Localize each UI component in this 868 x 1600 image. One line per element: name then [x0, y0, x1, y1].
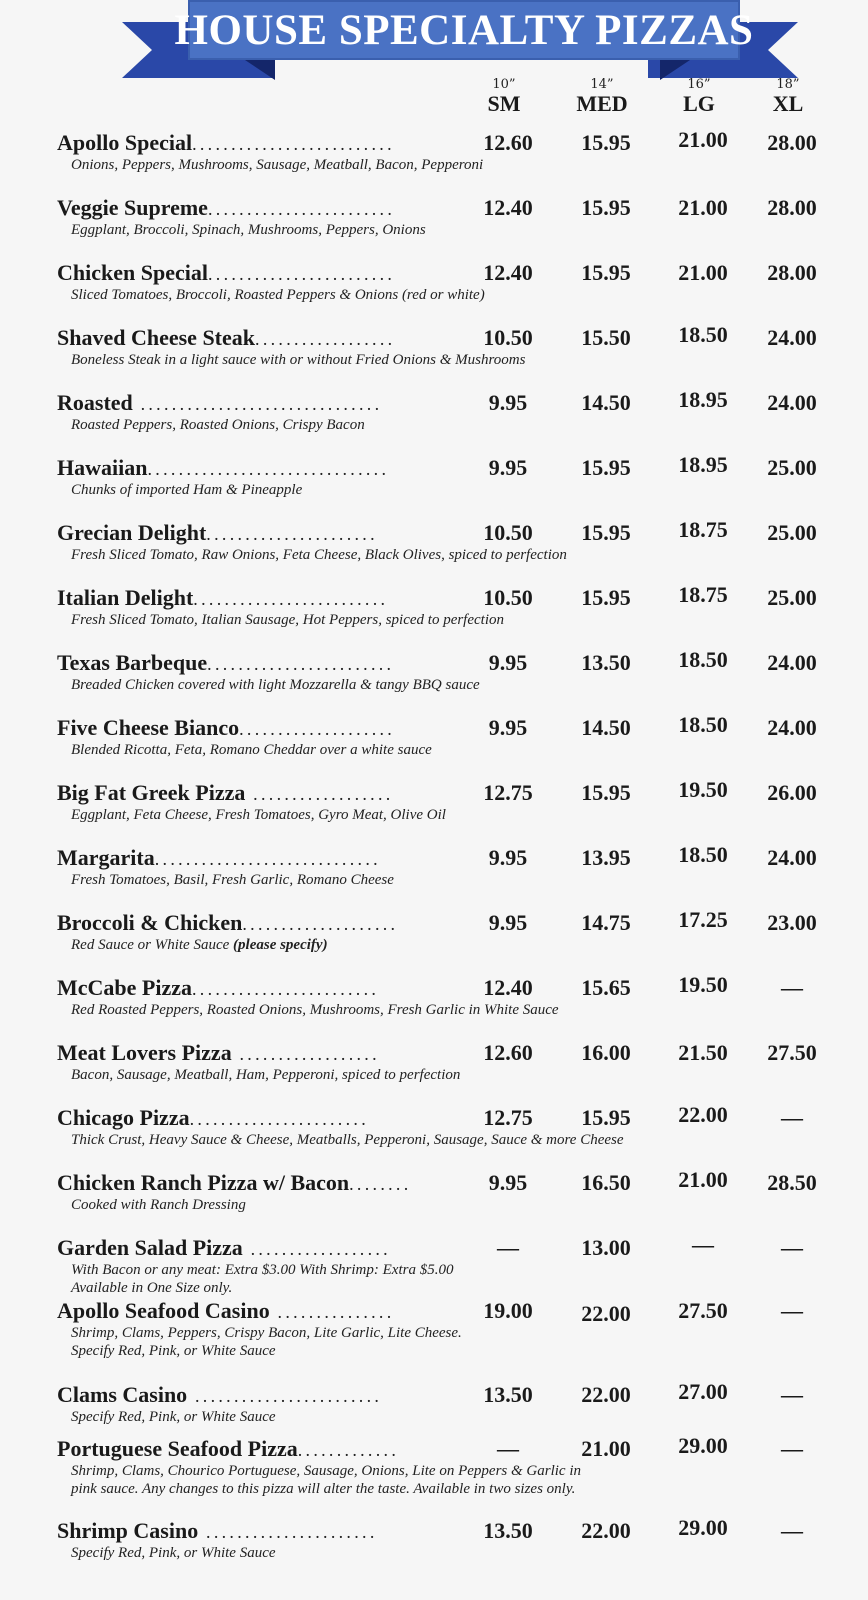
- description-text: Shrimp, Clams, Peppers, Crispy Bacon, Lite Garlic, Lite Cheese.: [71, 1325, 462, 1341]
- leader-dots: ..................: [255, 329, 396, 349]
- description-text: Fresh Sliced Tomato, Raw Onions, Feta Cheese, Black Olives, spiced to perfection: [71, 547, 567, 563]
- price-lg: 27.00: [678, 1379, 728, 1404]
- price-med: 16.00: [581, 1040, 631, 1065]
- size-label: MED: [576, 91, 628, 116]
- leader-dots: .............: [297, 1440, 400, 1460]
- menu-item-description: [71, 1462, 581, 1480]
- menu-item-name-line: [57, 1298, 480, 1325]
- menu-item-description: [71, 676, 480, 694]
- description-text: Cooked with Ranch Dressing: [71, 1197, 246, 1213]
- price-sm: 12.75: [483, 780, 533, 805]
- leader-dots: ...............: [269, 1302, 395, 1322]
- size-label: XL: [772, 91, 804, 116]
- menu-item-name-line: [57, 1382, 480, 1409]
- leader-dots: ........................: [207, 654, 395, 674]
- menu-item-description: [71, 871, 394, 889]
- description-text: Onions, Peppers, Mushrooms, Sausage, Meatball, Bacon, Pepperoni: [71, 157, 484, 173]
- description-text: Specify Red, Pink, or White Sauce: [71, 1409, 276, 1425]
- price-lg: 29.00: [678, 1433, 728, 1458]
- leader-dots: .......................: [189, 1109, 369, 1129]
- description-text: Red Roasted Peppers, Roasted Onions, Mushrooms, Fresh Garlic in White Sauce: [71, 1002, 559, 1018]
- size-header-sm: [464, 78, 544, 116]
- menu-item-name-line: [57, 1436, 480, 1463]
- price-xl: 24.00: [767, 715, 817, 740]
- menu-item-name-line: [57, 845, 480, 872]
- menu-item-description: [71, 1324, 462, 1342]
- price-med: 22.00: [581, 1301, 631, 1326]
- menu-item-description: [71, 481, 302, 499]
- size-inches: 10”: [492, 77, 516, 92]
- menu-item-name: Five Cheese Bianco: [57, 715, 240, 740]
- menu-item-name: Apollo Special: [57, 130, 193, 155]
- menu-item-description: [71, 806, 446, 824]
- menu-item-name-line: [57, 195, 480, 222]
- page-title: HOUSE SPECIALTY PIZZAS: [188, 0, 740, 60]
- price-lg: 18.75: [678, 582, 728, 607]
- description-text: Bacon, Sausage, Meatball, Ham, Pepperoni, spiced to perfection: [71, 1067, 461, 1083]
- description-text: pink sauce. Any changes to this pizza will alter the taste. Available in two sizes only.: [71, 1481, 576, 1497]
- price-xl: —: [781, 1298, 803, 1323]
- price-xl: 24.00: [767, 390, 817, 415]
- price-sm: 9.95: [488, 1170, 528, 1195]
- menu-item-description: [71, 1131, 624, 1149]
- leader-dots: ....................: [242, 914, 399, 934]
- size-inches: 14”: [590, 77, 614, 92]
- menu-item-name-line: [57, 1518, 480, 1545]
- price-sm: 12.40: [483, 975, 533, 1000]
- leader-dots: .............................: [154, 849, 381, 869]
- menu-item-description: [71, 1196, 246, 1214]
- menu-item-description: [71, 416, 365, 434]
- description-text: Specify Red, Pink, or White Sauce: [71, 1343, 276, 1359]
- price-lg: 18.50: [678, 647, 728, 672]
- leader-dots: .........................: [193, 589, 389, 609]
- menu-item-description: [71, 156, 483, 174]
- price-sm: 9.95: [488, 845, 528, 870]
- price-sm: 12.60: [483, 1040, 533, 1065]
- price-med: 15.95: [581, 1105, 631, 1130]
- price-sm: 13.50: [483, 1518, 533, 1543]
- size-label: LG: [683, 91, 715, 116]
- price-lg: 19.50: [678, 777, 728, 802]
- menu-item-name: Portuguese Seafood Pizza: [57, 1436, 298, 1461]
- price-sm: —: [497, 1235, 519, 1260]
- description-text: Sliced Tomatoes, Broccoli, Roasted Peppers & Onions (red or white): [71, 287, 485, 303]
- price-lg: 17.25: [678, 907, 728, 932]
- menu-item-name: Broccoli & Chicken: [57, 910, 243, 935]
- menu-item-name-line: [57, 260, 480, 287]
- menu-item-name-line: [57, 715, 480, 742]
- price-med: 14.50: [581, 715, 631, 740]
- menu-item-description: [71, 1261, 453, 1279]
- description-text: Breaded Chicken covered with light Mozzarella & tangy BBQ sauce: [71, 677, 480, 693]
- size-inches: 18”: [776, 77, 800, 92]
- menu-item-name-line: [57, 910, 480, 937]
- price-lg: 18.95: [678, 387, 728, 412]
- price-lg: 29.00: [678, 1515, 728, 1540]
- menu-item-name: McCabe Pizza: [57, 975, 192, 1000]
- menu-item-name-line: [57, 1105, 480, 1132]
- leader-dots: ...............................: [147, 459, 390, 479]
- leader-dots: ........................: [187, 1386, 383, 1406]
- menu-item-name-line: [57, 1040, 480, 1067]
- price-lg: 19.50: [678, 972, 728, 997]
- price-xl: 28.00: [767, 130, 817, 155]
- price-xl: 25.00: [767, 520, 817, 545]
- menu-item-description: [71, 1066, 460, 1084]
- price-sm: 12.40: [483, 195, 533, 220]
- price-xl: 27.50: [767, 1040, 817, 1065]
- price-xl: 25.00: [767, 585, 817, 610]
- menu-item-name: Big Fat Greek Pizza: [57, 780, 246, 805]
- description-text: Thick Crust, Heavy Sauce & Cheese, Meatballs, Pepperoni, Sausage, Sauce & more Cheese: [71, 1132, 624, 1148]
- price-sm: 10.50: [483, 520, 533, 545]
- price-med: 15.95: [581, 780, 631, 805]
- price-xl: —: [781, 1382, 803, 1407]
- menu-item-name-line: [57, 130, 480, 157]
- description-text: Specify Red, Pink, or White Sauce: [71, 1545, 276, 1561]
- price-med: 13.00: [581, 1235, 631, 1260]
- menu-item-description: [71, 1001, 559, 1019]
- price-lg: 21.00: [678, 127, 728, 152]
- description-text: Available in One Size only.: [71, 1280, 233, 1296]
- menu-item-description: [71, 546, 567, 564]
- size-header-lg: [659, 78, 739, 116]
- menu-item-description: [71, 741, 432, 759]
- menu-item-name: Grecian Delight: [57, 520, 207, 545]
- price-med: 15.95: [581, 455, 631, 480]
- leader-dots: ..................: [231, 1044, 380, 1064]
- price-xl: 23.00: [767, 910, 817, 935]
- description-text: Boneless Steak in a light sauce with or without Fried Onions & Mushrooms: [71, 352, 526, 368]
- menu-item-name: Hawaiian: [57, 455, 148, 480]
- leader-dots: ..........................: [192, 134, 395, 154]
- price-lg: 21.00: [678, 195, 728, 220]
- leader-dots: ..................: [242, 1239, 391, 1259]
- price-lg: 18.75: [678, 517, 728, 542]
- leader-dots: ........................: [192, 979, 380, 999]
- price-lg: 18.50: [678, 842, 728, 867]
- description-text: Roasted Peppers, Roasted Onions, Crispy Bacon: [71, 417, 365, 433]
- price-sm: 10.50: [483, 585, 533, 610]
- price-sm: 9.95: [488, 390, 528, 415]
- price-xl: 28.00: [767, 195, 817, 220]
- description-text: Eggplant, Broccoli, Spinach, Mushrooms, Peppers, Onions: [71, 222, 426, 238]
- description-text: Blended Ricotta, Feta, Romano Cheddar over a white sauce: [71, 742, 432, 758]
- menu-item-name: Italian Delight: [57, 585, 194, 610]
- price-med: 15.65: [581, 975, 631, 1000]
- menu-item-name: Chicken Ranch Pizza w/ Bacon: [57, 1170, 350, 1195]
- menu-item-name-line: [57, 325, 480, 352]
- menu-item-name: Garden Salad Pizza: [57, 1235, 243, 1260]
- menu-item-description: [71, 1279, 232, 1297]
- price-xl: 24.00: [767, 845, 817, 870]
- price-med: 13.95: [581, 845, 631, 870]
- size-inches: 16”: [687, 77, 711, 92]
- menu-item-name: Margarita: [57, 845, 155, 870]
- menu-item-name: Veggie Supreme: [57, 195, 208, 220]
- size-header-xl: [748, 78, 828, 116]
- menu-item-name: Clams Casino: [57, 1382, 188, 1407]
- price-med: 15.95: [581, 195, 631, 220]
- leader-dots: ......................: [206, 524, 378, 544]
- description-text: Fresh Tomatoes, Basil, Fresh Garlic, Romano Cheese: [71, 872, 394, 888]
- menu-item-name-line: [57, 650, 480, 677]
- price-lg: 27.50: [678, 1298, 728, 1323]
- price-med: 15.50: [581, 325, 631, 350]
- menu-item-description: [71, 1480, 575, 1498]
- price-med: 15.95: [581, 585, 631, 610]
- leader-dots: ...............................: [132, 394, 383, 414]
- size-header-med: [562, 78, 642, 116]
- menu-item-name: Roasted: [57, 390, 133, 415]
- menu-item-name-line: [57, 1235, 480, 1262]
- size-label: SM: [487, 91, 521, 116]
- leader-dots: ..................: [245, 784, 394, 804]
- price-xl: 28.00: [767, 260, 817, 285]
- price-med: 14.75: [581, 910, 631, 935]
- menu-item-name: Shrimp Casino: [57, 1518, 199, 1543]
- price-med: 13.50: [581, 650, 631, 675]
- price-xl: 28.50: [767, 1170, 817, 1195]
- description-text: Fresh Sliced Tomato, Italian Sausage, Hot Peppers, spiced to perfection: [71, 612, 505, 628]
- menu-item-name: Chicago Pizza: [57, 1105, 190, 1130]
- description-emphasis: (please specify): [233, 937, 328, 953]
- price-lg: 18.95: [678, 452, 728, 477]
- price-sm: 13.50: [483, 1382, 533, 1407]
- leader-dots: ........................: [207, 199, 396, 219]
- description-text: Red Sauce or White Sauce: [71, 937, 234, 953]
- price-xl: —: [781, 975, 803, 1000]
- price-med: 14.50: [581, 390, 631, 415]
- menu-item-description: [71, 936, 328, 954]
- menu-item-name: Meat Lovers Pizza: [57, 1040, 232, 1065]
- price-sm: 9.95: [488, 650, 528, 675]
- price-xl: 24.00: [767, 325, 817, 350]
- price-med: 22.00: [581, 1382, 631, 1407]
- price-sm: 19.00: [483, 1298, 533, 1323]
- leader-dots: ........................: [207, 264, 396, 284]
- price-sm: —: [497, 1436, 519, 1461]
- description-text: Chunks of imported Ham & Pineapple: [71, 482, 303, 498]
- price-lg: 18.50: [678, 712, 728, 737]
- price-xl: —: [781, 1105, 803, 1130]
- menu-item-name: Texas Barbeque: [57, 650, 208, 675]
- price-xl: 25.00: [767, 455, 817, 480]
- price-xl: —: [781, 1436, 803, 1461]
- description-text: Shrimp, Clams, Chourico Portuguese, Sausage, Onions, Lite on Peppers & Garlic in: [71, 1463, 581, 1479]
- menu-item-description: [71, 221, 426, 239]
- menu-item-description: [71, 351, 525, 369]
- header-banner: [0, 0, 868, 82]
- price-xl: 26.00: [767, 780, 817, 805]
- leader-dots: ....................: [239, 719, 396, 739]
- menu-item-name-line: [57, 585, 480, 612]
- leader-dots: ........: [349, 1174, 412, 1194]
- price-med: 15.95: [581, 260, 631, 285]
- price-sm: 12.40: [483, 260, 533, 285]
- menu-item-name: Chicken Special: [57, 260, 208, 285]
- price-med: 22.00: [581, 1518, 631, 1543]
- price-lg: 21.00: [678, 1167, 728, 1192]
- price-med: 15.95: [581, 520, 631, 545]
- menu-item-name-line: [57, 390, 480, 417]
- price-med: 21.00: [581, 1436, 631, 1461]
- price-lg: 18.50: [678, 322, 728, 347]
- menu-item-name: Shaved Cheese Steak: [57, 325, 256, 350]
- price-lg: 21.50: [678, 1040, 728, 1065]
- menu-item-description: [71, 286, 485, 304]
- price-sm: 12.60: [483, 130, 533, 155]
- price-med: 15.95: [581, 130, 631, 155]
- leader-dots: ......................: [198, 1522, 378, 1542]
- menu-item-name-line: [57, 455, 480, 482]
- menu-item-description: [71, 1544, 276, 1562]
- menu-item-name-line: [57, 975, 480, 1002]
- menu-item-description: [71, 611, 504, 629]
- price-sm: 9.95: [488, 715, 528, 740]
- menu-item-description: [71, 1342, 276, 1360]
- price-lg: —: [692, 1232, 714, 1257]
- menu-item-name-line: [57, 520, 480, 547]
- price-xl: —: [781, 1518, 803, 1543]
- menu-item-name-line: [57, 1170, 480, 1197]
- menu-item-description: [71, 1408, 276, 1426]
- price-sm: 10.50: [483, 325, 533, 350]
- description-text: Eggplant, Feta Cheese, Fresh Tomatoes, Gyro Meat, Olive Oil: [71, 807, 446, 823]
- price-lg: 22.00: [678, 1102, 728, 1127]
- price-sm: 9.95: [488, 455, 528, 480]
- price-xl: —: [781, 1235, 803, 1260]
- menu-item-name-line: [57, 780, 480, 807]
- price-lg: 21.00: [678, 260, 728, 285]
- price-med: 16.50: [581, 1170, 631, 1195]
- menu-item-name: Apollo Seafood Casino: [57, 1298, 270, 1323]
- description-text: With Bacon or any meat: Extra $3.00 With Shrimp: Extra $5.00: [71, 1262, 454, 1278]
- price-sm: 9.95: [488, 910, 528, 935]
- price-sm: 12.75: [483, 1105, 533, 1130]
- price-xl: 24.00: [767, 650, 817, 675]
